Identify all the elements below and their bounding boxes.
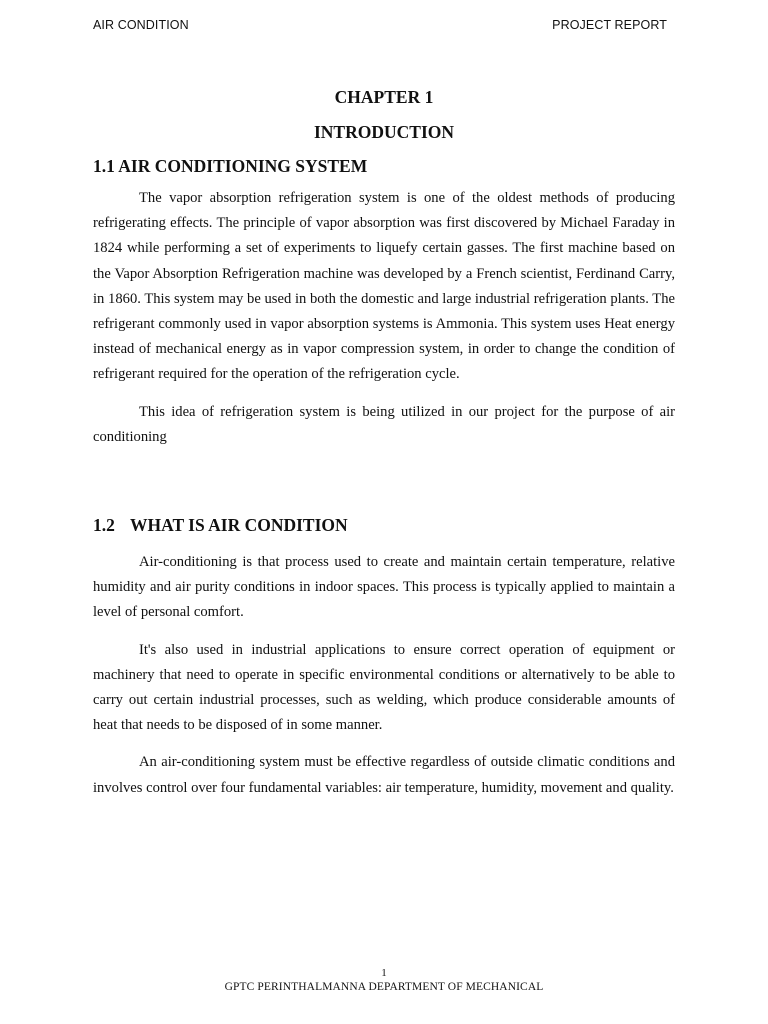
paragraph: This idea of refrigeration system is being utilized in our project for the purpose of air conditioning xyxy=(93,403,675,445)
paragraph: It's also used in industrial applications to ensure correct operation of equipment or machinery that need to operate in specific environmental conditions or alternatively to be able to carry out certain industrial processes, such as welding, which produce considerable amounts of heat that needs to be disposed of in some manner. xyxy=(93,641,675,734)
paragraph: Air-conditioning is that process used to create and maintain certain temperature, relative humidity and air purity conditions in indoor spaces. This process is typically applied to maintain a level of personal comfort. xyxy=(93,554,675,621)
page-body xyxy=(93,86,675,801)
paragraph: An air-conditioning system must be effective regardless of outside climatic conditions and involves control over four fundamental variables: air temperature, humidity, movement and quality. xyxy=(93,754,675,796)
header-right-text: PROJECT REPORT xyxy=(552,18,667,32)
section-heading-1-2 xyxy=(93,514,675,536)
chapter-title: CHAPTER 1 xyxy=(334,87,434,107)
section-title: WHAT IS AIR CONDITION xyxy=(130,515,348,536)
section-number: 1.2 xyxy=(93,515,115,536)
page-footer xyxy=(0,967,768,994)
paragraph: The vapor absorption refrigeration system is one of the oldest methods of producing refrigerating effects. The principle of vapor absorption was first discovered by Michael Faraday in 1824 while performing a set of experiments to liquefy certain gasses. The first machine based on the Vapor Absorption Refrigeration machine was developed by a French scientist, Ferdinand Carry, in 1860. This system may be used in both the domestic and large industrial refrigeration plants. The refrigerant commonly used in vapor absorption systems is Ammonia. This system uses Heat energy instead of mechanical energy as in vapor compression system, in order to change the condition of refrigerant required for the operation of the refrigeration cycle. xyxy=(93,190,675,383)
section-title: AIR CONDITIONING SYSTEM xyxy=(118,156,368,176)
page-number: 1 xyxy=(381,967,387,979)
header-left-text: AIR CONDITION xyxy=(93,18,189,32)
chapter-subtitle: INTRODUCTION xyxy=(313,122,455,142)
running-header xyxy=(93,18,667,36)
footer-department: GPTC PERINTHALMANNA DEPARTMENT OF MECHANICAL xyxy=(224,981,544,993)
section-heading-1-1 xyxy=(93,155,675,177)
section-number: 1.1 xyxy=(93,156,115,176)
